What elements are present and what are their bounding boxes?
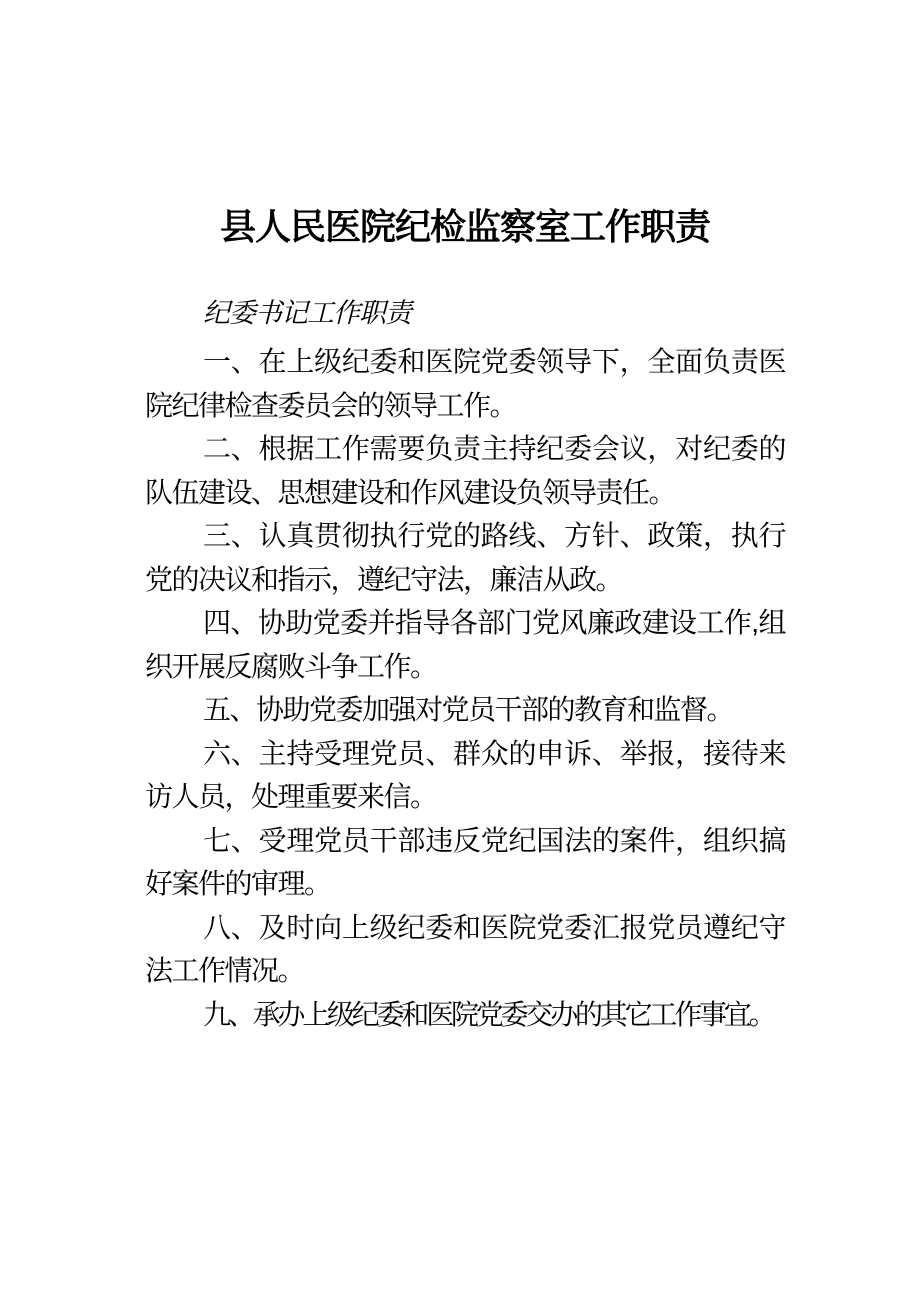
paragraph: 四、协助党委并指导各部门党风廉政建设工作,组织开展反腐败斗争工作。: [145, 607, 785, 682]
document-body: [145, 340, 785, 1036]
paragraph: 七、受理党员干部违反党纪国法的案件，组织搞好案件的审理。: [145, 824, 785, 899]
document-content: [145, 0, 785, 1036]
paragraph: 五、协助党委加强对党员干部的教育和监督。: [203, 694, 734, 725]
paragraph: 六、主持受理党员、群众的申诉、举报，接待来访人员，处理重要来信。: [145, 737, 785, 812]
paragraph: 八、及时向上级纪委和医院党委汇报党员遵纪守法工作情况。: [145, 911, 785, 986]
paragraph: 三、认真贯彻执行党的路线、方针、政策，执行党的决议和指示，遵纪守法，廉洁从政。: [145, 520, 785, 595]
paragraph: 九、承办上级纪委和医院党委交办的其它工作事宜。: [203, 998, 774, 1030]
paragraph: 二、根据工作需要负责主持纪委会议，对纪委的队伍建设、思想建设和作风建设负领导责任。: [145, 433, 785, 508]
paragraph: 一、在上级纪委和医院党委领导下，全面负责医院纪律检查委员会的领导工作。: [145, 346, 785, 421]
section-heading: 纪委书记工作职责: [203, 298, 411, 328]
page-title: 县人民医院纪检监察室工作职责: [219, 206, 710, 247]
